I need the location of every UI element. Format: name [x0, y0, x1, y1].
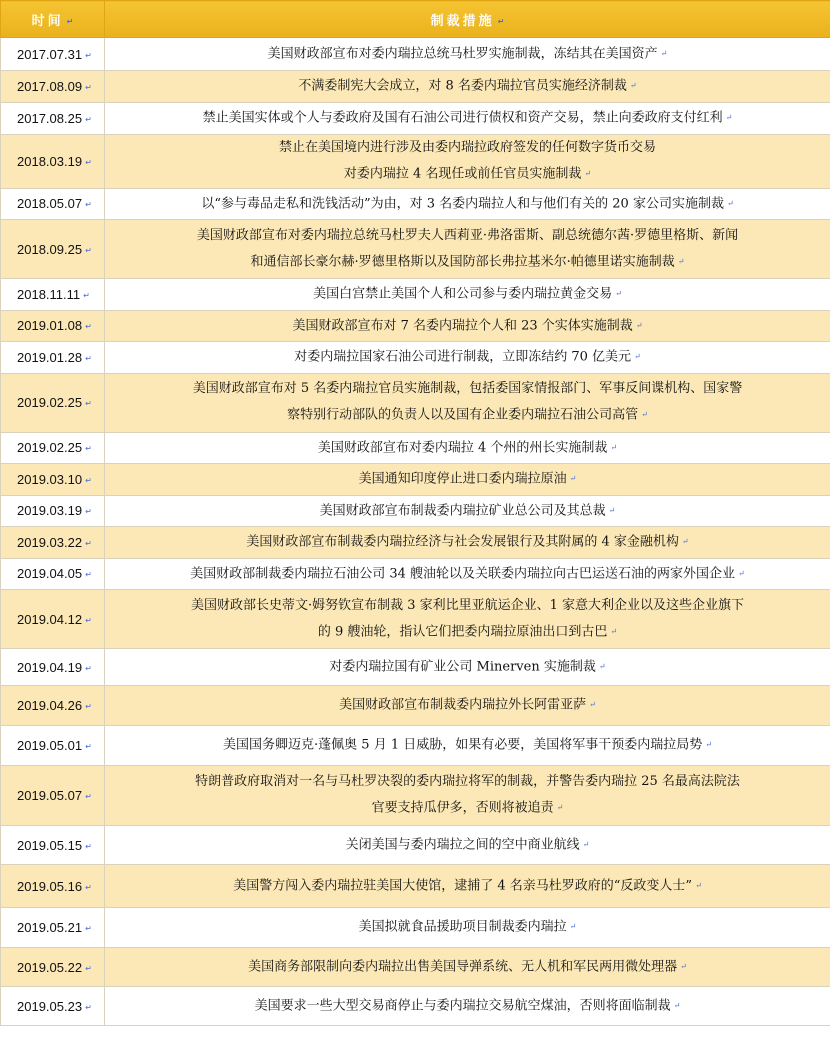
measure-line: [109, 376, 826, 402]
date-cell: [1, 432, 105, 464]
date-text: 2019.01.28: [17, 349, 83, 365]
paragraph-mark-icon: ↵: [85, 245, 92, 255]
measure-text: 对委内瑞拉国家石油公司进行制裁，立即冻结约 70 亿美元: [294, 349, 632, 365]
date-text: 2017.08.25: [17, 111, 83, 126]
measure-text: 的 9 艘油轮，指认它们把委内瑞拉原油出口到古巴: [317, 624, 608, 640]
table-row: [1, 948, 830, 987]
measure-cell: [105, 726, 830, 766]
table-row: [1, 908, 830, 948]
date-cell: [1, 590, 105, 649]
paragraph-mark-icon: ↵: [85, 200, 92, 210]
measure-line: [109, 690, 826, 721]
paragraph-mark-icon: ↵: [608, 505, 616, 515]
date-cell: [1, 135, 105, 189]
date-cell: [1, 464, 105, 496]
paragraph-mark-icon: ↵: [681, 537, 689, 546]
measure-line: [109, 527, 826, 558]
measure-line: [109, 559, 826, 590]
measure-cell: [105, 649, 830, 686]
paragraph-mark-icon: ↵: [85, 157, 92, 167]
date-cell: [1, 495, 105, 527]
date-cell: [1, 649, 105, 686]
measure-cell: [105, 71, 830, 103]
measure-line: [109, 730, 826, 761]
date-cell: [1, 865, 105, 908]
date-cell: [1, 373, 105, 432]
date-text: 2019.02.25: [17, 395, 83, 410]
table-row: [1, 310, 830, 342]
date-cell: [1, 279, 105, 311]
paragraph-mark-icon: ↵: [85, 924, 92, 934]
paragraph-mark-icon: ↵: [85, 841, 92, 851]
measure-text: 美国财政部宣布制裁委内瑞拉外长阿雷亚萨: [339, 697, 587, 713]
measure-line: [109, 795, 826, 822]
measure-text: 美国白宫禁止美国个人和公司参与委内瑞拉黄金交易: [313, 286, 613, 302]
date-text: 2019.05.16: [17, 878, 83, 894]
measure-line: [109, 311, 826, 342]
measure-text: 美国财政部宣布对委内瑞拉 4 个州的州长实施制裁: [317, 440, 608, 455]
paragraph-mark-icon: ↵: [615, 289, 622, 298]
paragraph-mark-icon: ↵: [85, 663, 92, 673]
paragraph-mark-icon: ↵: [634, 352, 641, 361]
measure-text: 美国通知印度停止进口委内瑞拉原油: [358, 471, 567, 487]
paragraph-mark-icon: ↵: [556, 803, 564, 813]
paragraph-mark-icon: ↵: [629, 81, 637, 91]
table-row: [1, 865, 830, 908]
table-row: [1, 188, 830, 220]
measure-line: [109, 103, 826, 134]
paragraph-mark-icon: ↵: [582, 839, 590, 849]
date-cell: [1, 220, 105, 279]
date-cell: [1, 726, 105, 766]
table-row: [1, 220, 830, 279]
table-row: [1, 726, 830, 766]
date-text: 2019.03.22: [17, 534, 83, 550]
date-cell: [1, 766, 105, 826]
paragraph-mark-icon: ↵: [85, 399, 92, 409]
table-row: [1, 495, 830, 527]
date-cell: [1, 103, 105, 135]
table-row: [1, 135, 830, 189]
paragraph-mark-icon: ↵: [726, 198, 734, 208]
measure-line: [109, 593, 826, 619]
paragraph-mark-icon: ↵: [705, 740, 712, 750]
date-cell: [1, 342, 105, 374]
table-row: [1, 527, 830, 559]
measure-cell: [105, 432, 830, 464]
measure-line: [109, 769, 826, 795]
paragraph-mark-icon: ↵: [641, 410, 648, 420]
measure-line: [109, 189, 826, 220]
paragraph-mark-icon: ↵: [85, 83, 92, 93]
table-row: [1, 342, 830, 374]
table-row: [1, 103, 830, 135]
paragraph-mark-icon: ↵: [598, 661, 606, 671]
measure-line: [109, 71, 826, 102]
date-text: 2018.05.07: [17, 196, 83, 212]
column-header-measure: 制裁措施 ↵: [105, 1, 830, 38]
measure-line: [109, 39, 826, 70]
paragraph-mark-icon: ↵: [85, 1002, 92, 1012]
paragraph-mark-icon: ↵: [85, 353, 92, 363]
measure-line: [109, 952, 826, 983]
paragraph-mark-icon: ↵: [85, 50, 92, 60]
table-row: [1, 464, 830, 496]
table-row: [1, 826, 830, 865]
date-text: 2019.04.19: [17, 659, 83, 675]
paragraph-mark-icon: ↵: [584, 169, 592, 178]
measure-text: 美国财政部宣布制裁委内瑞拉经济与社会发展银行及其附属的 4 家金融机构: [246, 534, 679, 550]
measure-text: 不满委制宪大会成立，对 8 名委内瑞拉官员实施经济制裁: [298, 78, 627, 94]
measure-line: [109, 135, 826, 161]
measure-line: [109, 619, 826, 646]
measure-line: [109, 652, 826, 683]
paragraph-mark-icon: ↵: [738, 568, 745, 578]
table-row: [1, 987, 830, 1026]
measure-cell: [105, 38, 830, 71]
measure-text: 和通信部长豪尔赫·罗德里格斯以及国防部长弗拉基米尔·帕德里诺实施制裁: [250, 254, 675, 270]
measure-line: [109, 249, 826, 276]
table-row: [1, 279, 830, 311]
measure-cell: [105, 135, 830, 189]
measure-text: 美国财政部宣布对委内瑞拉总统马杜罗夫人西莉亚·弗洛雷斯、副总统德尔茜·罗德里格斯、新闻: [196, 227, 739, 243]
paragraph-mark-icon: ↵: [725, 113, 733, 123]
measure-text: 美国财政部宣布对 7 名委内瑞拉个人和 23 个实体实施制裁: [292, 318, 633, 333]
paragraph-mark-icon: ↵: [569, 922, 577, 932]
date-cell: [1, 908, 105, 948]
date-text: 2019.03.10: [17, 471, 83, 487]
date-cell: [1, 527, 105, 559]
date-cell: [1, 686, 105, 726]
paragraph-mark-icon: ↵: [85, 475, 92, 485]
paragraph-mark-icon: ↵: [497, 16, 505, 26]
date-text: 2018.09.25: [17, 241, 83, 257]
date-text: 2019.05.15: [17, 837, 83, 853]
date-text: 2019.03.19: [17, 503, 83, 519]
measure-cell: [105, 527, 830, 559]
paragraph-mark-icon: ↵: [569, 474, 577, 483]
date-text: 2019.04.05: [17, 566, 83, 582]
measure-cell: [105, 464, 830, 496]
date-text: 2019.05.23: [17, 998, 83, 1014]
measure-text: 关闭美国与委内瑞拉之间的空中商业航线: [345, 837, 580, 853]
measure-text: 对委内瑞拉 4 名现任或前任官员实施制裁: [343, 166, 582, 182]
date-cell: [1, 558, 105, 590]
measure-cell: [105, 279, 830, 311]
paragraph-mark-icon: ↵: [677, 256, 685, 266]
paragraph-mark-icon: ↵: [85, 963, 92, 973]
date-text: 2018.11.11: [17, 286, 81, 302]
measure-text: 美国财政部宣布对委内瑞拉总统马杜罗实施制裁，冻结其在美国资产: [267, 46, 658, 62]
measure-line: [109, 161, 826, 188]
table-row: [1, 590, 830, 649]
table-row: [1, 686, 830, 726]
measure-line: [109, 402, 826, 429]
column-header-date: 时间 ↵: [1, 1, 105, 38]
measure-cell: [105, 342, 830, 374]
date-cell: [1, 310, 105, 342]
measure-line: [109, 433, 826, 464]
date-text: 2017.07.31: [17, 46, 83, 62]
measure-cell: [105, 948, 830, 987]
measure-cell: [105, 826, 830, 865]
measure-text: 以“参与毒品走私和洗钱活动”为由，对 3 名委内瑞拉人和与他们有关的 20 家公司实施制裁: [201, 196, 724, 211]
date-cell: [1, 948, 105, 987]
date-text: 2019.05.22: [17, 959, 83, 975]
measure-cell: [105, 686, 830, 726]
paragraph-mark-icon: ↵: [635, 320, 643, 330]
measure-text: 美国拟就食品援助项目制裁委内瑞拉: [358, 919, 567, 935]
measure-text: 美国财政部宣布制裁委内瑞拉矿业总公司及其总裁: [319, 503, 606, 518]
measure-text: 禁止在美国境内进行涉及由委内瑞拉政府签发的任何数字货币交易: [278, 140, 656, 155]
paragraph-mark-icon: ↵: [85, 882, 92, 892]
paragraph-mark-icon: ↵: [85, 538, 92, 548]
date-cell: [1, 38, 105, 71]
paragraph-mark-icon: ↵: [610, 626, 618, 636]
measure-cell: [105, 558, 830, 590]
paragraph-mark-icon: ↵: [85, 570, 92, 580]
date-text: 2019.04.12: [17, 611, 83, 627]
measure-text: 察特别行动部队的负责人以及国有企业委内瑞拉石油公司高管: [287, 407, 639, 423]
table-row: [1, 649, 830, 686]
measure-cell: [105, 220, 830, 279]
date-text: 2017.08.09: [17, 79, 83, 94]
table-row: [1, 432, 830, 464]
measure-text: 美国警方闯入委内瑞拉驻美国大使馆，逮捕了 4 名亲马杜罗政府的“反政变人士”: [233, 878, 693, 894]
measure-text: 美国国务卿迈克·蓬佩奥 5 月 1 日威胁，如果有必要，美国将军事干预委内瑞拉局势: [223, 737, 703, 753]
paragraph-mark-icon: ↵: [589, 700, 596, 710]
measure-text: 美国要求一些大型交易商停止与委内瑞拉交易航空煤油，否则将面临制裁: [254, 998, 671, 1014]
measure-text: 美国财政部制裁委内瑞拉石油公司 34 艘油轮以及关联委内瑞拉向古巴运送石油的两家外国企业: [190, 566, 736, 581]
measure-cell: [105, 987, 830, 1026]
measure-text: 美国财政部宣布对 5 名委内瑞拉官员实施制裁，包括委国家情报部门、军事反间谍机构、国家警: [192, 381, 743, 397]
date-cell: [1, 188, 105, 220]
measure-line: [109, 464, 826, 495]
measure-cell: [105, 766, 830, 826]
measure-cell: [105, 865, 830, 908]
measure-text: 禁止美国实体或个人与委政府及国有石油公司进行债权和资产交易，禁止向委政府支付红利: [202, 110, 723, 126]
paragraph-mark-icon: ↵: [85, 507, 92, 517]
paragraph-mark-icon: ↵: [610, 442, 618, 452]
date-cell: [1, 826, 105, 865]
date-text: 2019.05.01: [17, 738, 83, 753]
date-text: 2019.04.26: [17, 698, 83, 713]
measure-text: 官要支持瓜伊多，否则将被追责: [371, 800, 554, 816]
date-text: 2019.01.08: [17, 318, 83, 334]
table-row: [1, 71, 830, 103]
measure-cell: [105, 908, 830, 948]
paragraph-mark-icon: ↵: [66, 16, 74, 26]
paragraph-mark-icon: ↵: [695, 880, 702, 890]
measure-cell: [105, 590, 830, 649]
paragraph-mark-icon: ↵: [83, 290, 90, 300]
date-text: 2019.05.21: [17, 920, 83, 935]
paragraph-mark-icon: ↵: [85, 742, 92, 752]
table-row: [1, 373, 830, 432]
date-text: 2019.05.07: [17, 788, 83, 803]
measure-line: [109, 991, 826, 1022]
table-header-row: [1, 1, 830, 38]
measure-text: 特朗普政府取消对一名与马杜罗决裂的委内瑞拉将军的制裁，并警告委内瑞拉 25 名最高法院法: [195, 774, 740, 790]
paragraph-mark-icon: ↵: [680, 961, 687, 971]
measure-cell: [105, 495, 830, 527]
measure-text: 美国财政部长史蒂文·姆努钦宣布制裁 3 家利比里亚航运企业、1 家意大利企业以及这些企业旗下: [190, 597, 745, 613]
date-text: 2019.02.25: [17, 440, 83, 456]
measure-line: [109, 279, 826, 310]
paragraph-mark-icon: ↵: [85, 792, 92, 802]
measure-line: [109, 871, 826, 902]
measure-line: [109, 342, 826, 373]
measure-cell: [105, 310, 830, 342]
date-cell: [1, 71, 105, 103]
paragraph-mark-icon: ↵: [85, 615, 92, 625]
paragraph-mark-icon: ↵: [673, 1000, 681, 1010]
table-row: [1, 38, 830, 71]
measure-line: [109, 223, 826, 249]
measure-line: [109, 496, 826, 527]
paragraph-mark-icon: ↵: [85, 322, 92, 332]
paragraph-mark-icon: ↵: [85, 702, 92, 712]
paragraph-mark-icon: ↵: [85, 444, 92, 454]
measure-cell: [105, 103, 830, 135]
measure-line: [109, 830, 826, 861]
measure-text: 对委内瑞拉国有矿业公司 Minerven 实施制裁: [329, 659, 596, 675]
paragraph-mark-icon: ↵: [85, 115, 92, 125]
paragraph-mark-icon: ↵: [660, 48, 668, 58]
date-text: 2018.03.19: [17, 153, 83, 169]
date-cell: [1, 987, 105, 1026]
measure-text: 美国商务部限制向委内瑞拉出售美国导弹系统、无人机和军民两用微处理器: [248, 959, 678, 975]
measure-line: [109, 912, 826, 943]
measure-cell: [105, 188, 830, 220]
measure-cell: [105, 373, 830, 432]
table-row: [1, 558, 830, 590]
table-row: [1, 766, 830, 826]
